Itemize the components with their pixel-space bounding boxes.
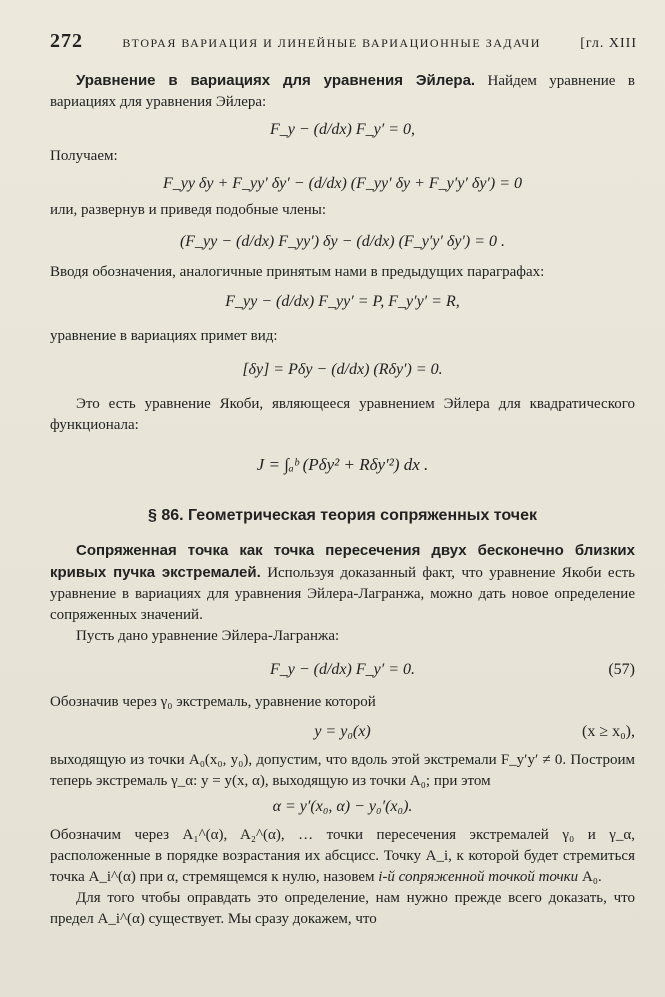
equation: J = ∫ₐᵇ (Pδy² + Rδy′²) dx .: [256, 455, 429, 474]
page-header: [50, 30, 637, 53]
page-number: 272: [50, 30, 83, 52]
paragraph: [50, 70, 635, 113]
paragraph-heading: Уравнение в вариациях для уравнения Эйлера.: [76, 72, 476, 89]
paragraph-text: Найдем уравнение в вариациях для уравнения Эйлера:: [50, 73, 635, 110]
paragraph: Вводя обозначения, аналогичные принятым нами в предыдущих параграфах:: [50, 264, 545, 280]
paragraph-text: A₀.: [578, 869, 602, 885]
paragraph: Получаем:: [50, 148, 118, 164]
equation-condition: (x ≥ x₀),: [581, 723, 635, 740]
paragraph: выходящую из точки A₀(x₀, y₀), допустим, что вдоль этой экстремали F_y′y′ ≠ 0. Построим теперь экстремаль γ_α: y = y(x, α), выходящую из точки A₀; при этом: [50, 752, 635, 789]
equation-body: F_y − (d/dx) F_y′ = 0.: [269, 661, 416, 678]
paragraph: [50, 825, 635, 888]
page-content: [50, 70, 635, 930]
equation: [δy] = Pδy − (d/dx) (Rδy′) = 0.: [242, 361, 443, 378]
chapter-label: [гл. XIII: [580, 36, 637, 51]
paragraph: Пусть дано уравнение Эйлера-Лагранжа:: [76, 628, 340, 644]
equation: F_yy δy + F_yy′ δy′ − (d/dx) (F_yy′ δy + F_y′y′ δy′) = 0: [162, 175, 523, 192]
paragraph: уравнение в вариациях примет вид:: [50, 328, 278, 344]
paragraph: [50, 540, 635, 626]
paragraph: Для того чтобы оправдать это определение, нам нужно прежде всего доказать, что предел A_i^(α) существует. Мы сразу докажем, что: [50, 890, 635, 927]
paragraph: Обозначив через γ₀ экстремаль, уравнение которой: [50, 694, 376, 710]
equation-body: y = y₀(x): [314, 723, 371, 740]
paragraph-text: Используя доказанный факт, что уравнение Якоби есть уравнение в вариациях для уравнения Эйлера-Лагранжа, можно дать новое определение сопряженных значений.: [50, 565, 635, 623]
running-title: ВТОРАЯ ВАРИАЦИЯ И ЛИНЕЙНЫЕ ВАРИАЦИОННЫЕ ЗАДАЧИ: [122, 36, 541, 50]
equation: F_yy − (d/dx) F_yy′ = P, F_y′y′ = R,: [225, 293, 460, 310]
equation: F_y − (d/dx) F_y′ = 0,: [269, 121, 416, 138]
paragraph-text: Обозначим через A₁^(α), A₂^(α), … точки пересечения экстремалей γ₀ и γ_α, расположенные в порядке возрастания их абсцисс. Точку A_i, к которой будет стремиться точка A_i^(α) при α, стремящемся к нулю, назовем: [50, 827, 635, 885]
paragraph: Это есть уравнение Якоби, являющееся уравнением Эйлера для квадратического функционала:: [50, 396, 635, 433]
equation: [50, 659, 635, 680]
equation: [50, 721, 635, 742]
section-title: § 86. Геометрическая теория сопряженных точек: [148, 507, 537, 524]
paragraph: или, развернув и приведя подобные члены:: [50, 202, 327, 218]
term-italic: i-й сопряженной точкой точки: [374, 869, 579, 885]
equation: α = y′(x₀, α) − y₀′(x₀).: [272, 798, 413, 815]
equation: (F_yy − (d/dx) F_yy′) δy − (d/dx) (F_y′y′ δy′) = 0 .: [179, 233, 506, 250]
equation-number: (57): [608, 661, 635, 678]
paragraph-heading: Сопряженная точка как точка пересечения двух бесконечно близких кривых пучка экстремалей.: [50, 542, 635, 581]
